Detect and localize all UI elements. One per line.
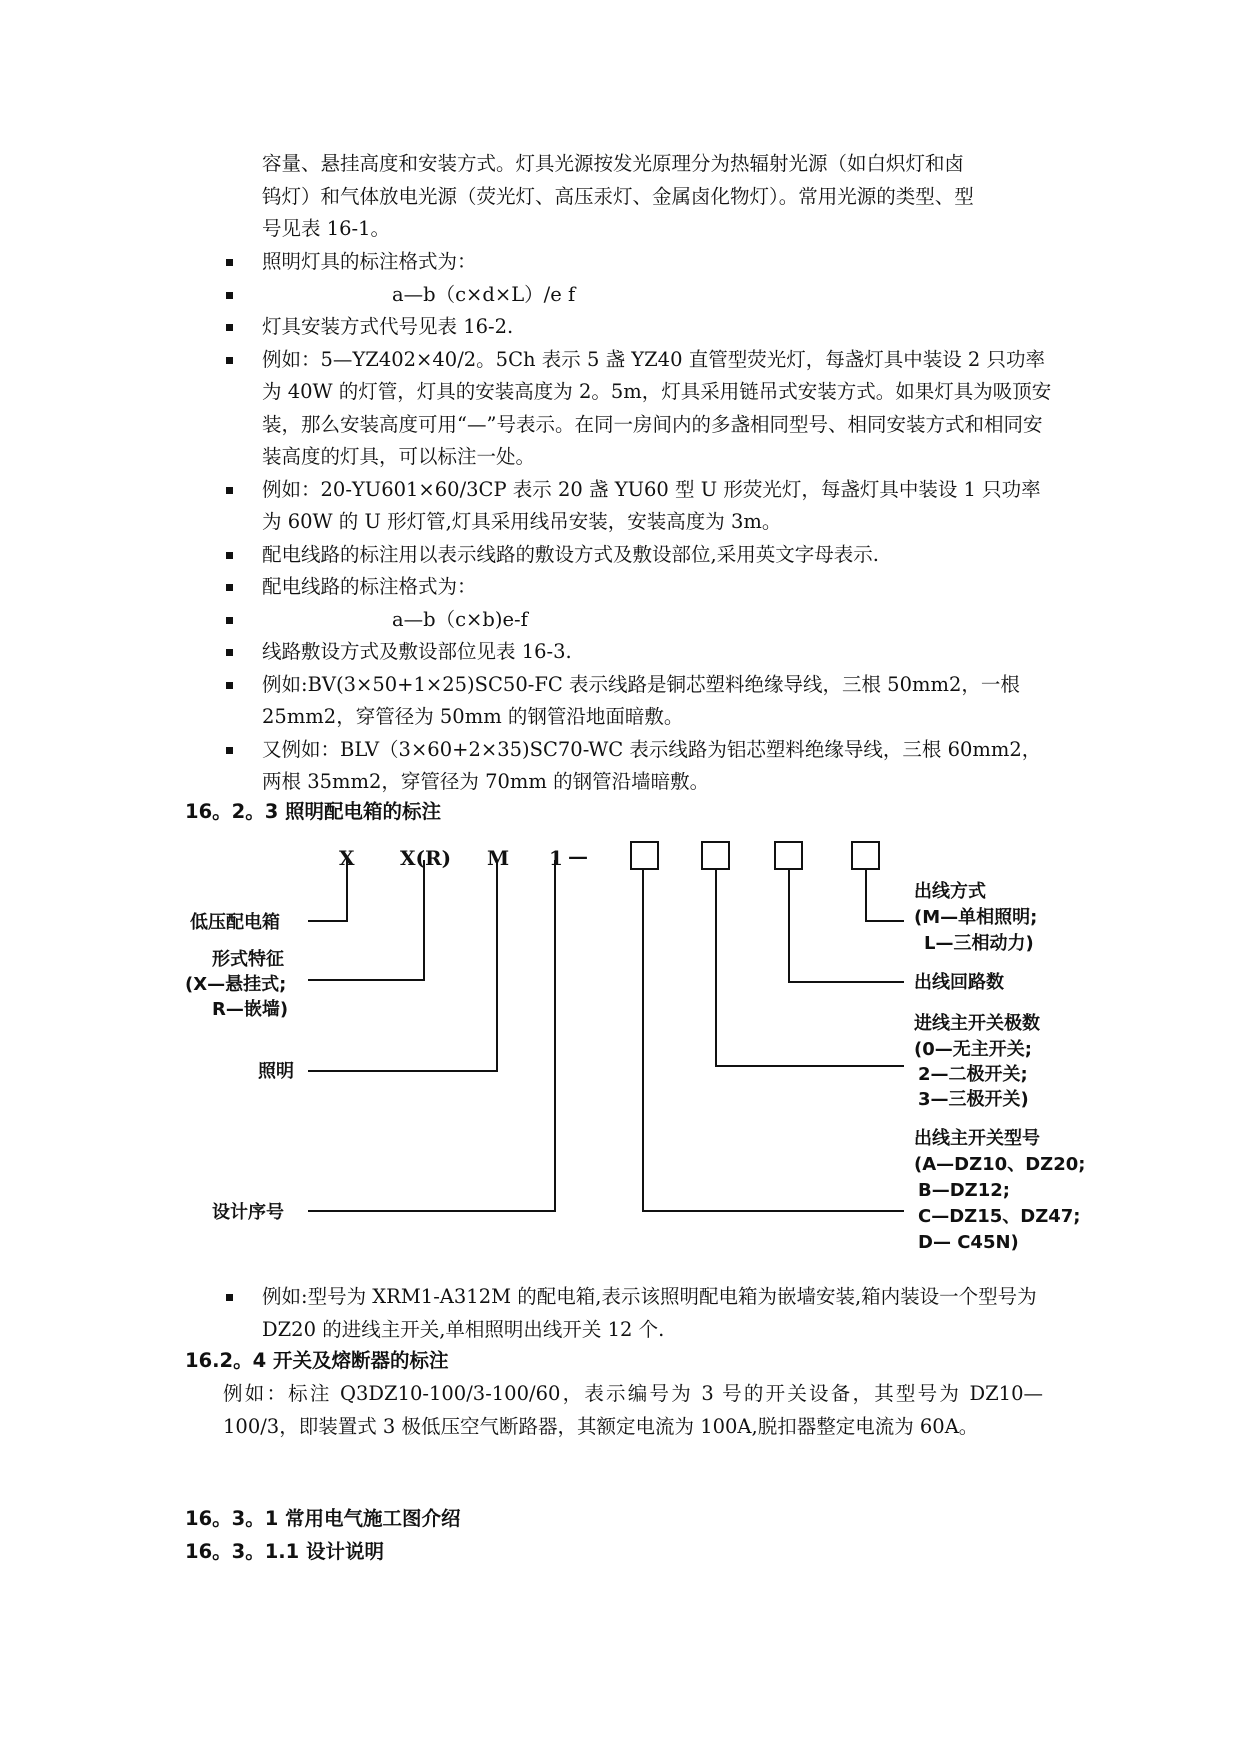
code-dash: — xyxy=(568,844,588,868)
label-inlet-poles: 进线主开关极数 xyxy=(914,1013,1040,1034)
bullet-icon xyxy=(226,324,233,331)
distribution-box-diagram xyxy=(0,830,1241,1270)
list-item: 例如:型号为 XRM1-A312M 的配电箱,表示该照明配电箱为嵌墙安装,箱内装设一个型号为 DZ20 的进线主开关,单相照明出线开关 12 个. xyxy=(224,1281,1054,1346)
label-outlet-circuits: 出线回路数 xyxy=(914,972,1004,993)
section-heading: 16.2。4 开关及熔断器的标注 xyxy=(185,1349,449,1372)
label-low-voltage-box: 低压配电箱 xyxy=(190,912,280,933)
list-item: 线路敷设方式及敷设部位见表 16-3. xyxy=(224,636,1054,669)
bullet-icon xyxy=(226,682,233,689)
label-form-feature-x: (X—悬挂式; xyxy=(185,974,287,995)
code-m: M xyxy=(487,846,510,870)
code-box xyxy=(852,842,879,869)
connector-line xyxy=(308,860,497,1071)
bullet-icon xyxy=(226,584,233,591)
label-inlet-poles-3: 3—三极开关) xyxy=(918,1089,1029,1110)
intro-line: 容量、悬挂高度和安装方式。灯具光源按发光原理分为热辐射光源（如白炽灯和卤 xyxy=(262,152,965,175)
label-outlet-switch-c: C—DZ15、DZ47; xyxy=(918,1206,1081,1227)
bullet-icon xyxy=(226,747,233,754)
list-item: 灯具安装方式代号见表 16-2. xyxy=(224,311,1054,344)
label-inlet-poles-2: 2—二极开关; xyxy=(918,1064,1028,1085)
label-form-feature-r: R—嵌墙) xyxy=(212,999,289,1020)
section-heading: 16。3。1.1 设计说明 xyxy=(185,1540,385,1563)
intro-line: 钨灯）和气体放电光源（荧光灯、高压汞灯、金属卤化物灯）。常用光源的类型、型 xyxy=(262,184,974,208)
intro-line: 号见表 16-1。 xyxy=(262,217,391,240)
label-inlet-poles-0: (0—无主开关; xyxy=(914,1039,1032,1060)
section-heading: 16。3。1 常用电气施工图介绍 xyxy=(185,1507,461,1530)
connector-line xyxy=(866,869,904,921)
code-xr: X(R) xyxy=(400,846,452,870)
example-bullet-list xyxy=(224,1281,1054,1346)
label-outlet-switch-model: 出线主开关型号 xyxy=(914,1128,1040,1149)
intro-paragraph xyxy=(262,148,1052,246)
connector-line xyxy=(716,869,904,1066)
label-outlet-mode-m: (M—单相照明; xyxy=(914,907,1038,928)
list-item: a—b（c×d×L）/e f xyxy=(224,279,1054,312)
bullet-icon xyxy=(226,552,233,559)
list-item: 例如：20-YU601×60/3CP 表示 20 盏 YU60 型 U 形荧光灯，每盏灯具中装设 1 只功率为 60W 的 U 形灯管,灯具采用线吊安装，安装高度为 3m。 xyxy=(224,474,1054,539)
label-outlet-switch-d: D— C45N) xyxy=(918,1232,1019,1253)
code-box xyxy=(631,842,658,869)
code-box xyxy=(702,842,729,869)
list-item: 照明灯具的标注格式为： xyxy=(224,246,1054,279)
code-x: X xyxy=(339,846,355,870)
code-1: 1 xyxy=(549,846,563,870)
label-design-serial: 设计序号 xyxy=(212,1202,284,1223)
section-heading: 16。2。3 照明配电箱的标注 xyxy=(185,800,442,823)
bullet-icon xyxy=(226,487,233,494)
bullet-icon xyxy=(226,357,233,364)
label-lighting: 照明 xyxy=(258,1061,294,1082)
list-item: 例如:BV(3×50+1×25)SC50-FC 表示线路是铜芯塑料绝缘导线，三根 50mm2，一根 25mm2，穿管径为 50mm 的钢管沿地面暗敷。 xyxy=(224,669,1054,734)
code-box xyxy=(775,842,802,869)
list-item: a—b（c×b)e-f xyxy=(224,604,1054,637)
label-form-feature: 形式特征 xyxy=(212,949,284,970)
label-outlet-switch-a: (A—DZ10、DZ20; xyxy=(914,1154,1086,1175)
connector-line xyxy=(308,860,555,1211)
list-item: 配电线路的标注格式为： xyxy=(224,571,1054,604)
connector-line xyxy=(643,869,904,1211)
bullet-icon xyxy=(226,292,233,299)
list-item: 又例如：BLV（3×60+2×35)SC70-WC 表示线路为铝芯塑料绝缘导线，三根 60mm2，两根 35mm2，穿管径为 70mm 的钢管沿墙暗敷。 xyxy=(224,734,1054,799)
connector-line xyxy=(789,869,904,982)
label-outlet-mode-l: L—三相动力) xyxy=(924,933,1034,954)
label-outlet-mode: 出线方式 xyxy=(914,881,986,902)
bullet-icon xyxy=(226,649,233,656)
list-item: 例如：5—YZ402×40/2。5Ch 表示 5 盏 YZ40 直管型荧光灯，每盏灯具中装设 2 只功率为 40W 的灯管，灯具的安装高度为 2。5m，灯具采用链吊式安装方式。如果灯具为吸顶安装，那么安装高度可用“—”号表示。在同一房间内的多盏相同型号、相同安装方式和相同安装高度的灯具，可以标注一处。 xyxy=(224,344,1054,474)
switch-paragraph: 例如：标注 Q3DZ10-100/3-100/60，表示编号为 3 号的开关设备，其型号为 DZ10—100/3，即装置式 3 极低压空气断路器，其额定电流为 100A,脱扣器整定电流为 60A。 xyxy=(223,1382,1043,1438)
label-outlet-switch-b: B—DZ12; xyxy=(918,1180,1010,1201)
bullet-icon xyxy=(226,1294,233,1301)
list-item: 配电线路的标注用以表示线路的敷设方式及敷设部位,采用英文字母表示. xyxy=(224,539,1054,572)
annotation-bullet-list xyxy=(224,246,1054,799)
bullet-icon xyxy=(226,617,233,624)
bullet-icon xyxy=(226,259,233,266)
